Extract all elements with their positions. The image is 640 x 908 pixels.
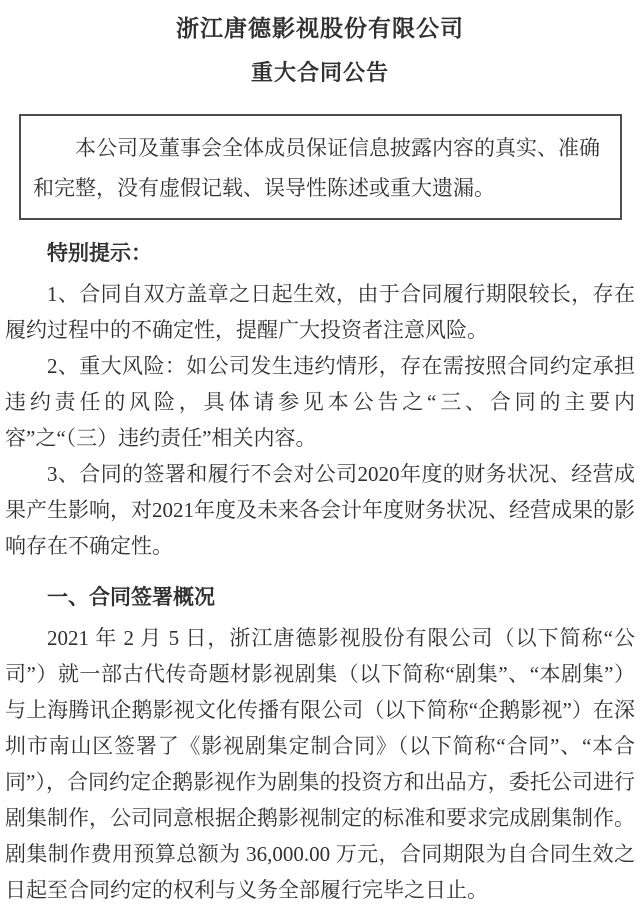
special-notice-heading: 特别提示： — [47, 241, 152, 265]
special-notice-item-2: 2、重大风险：如公司发生违约情形，存在需按照合同约定承担违约责任的风险，具体请参见本公告之“三、合同的主要内容”之“（三）违约责任”相关内容。 — [5, 354, 635, 450]
special-notice-item-3: 3、合同的签署和履行不会对公司2020年度的财务状况、经营成果产生影响，对2021年度及未来各会计年度财务状况、经营成果的影响存在不确定性。 — [5, 462, 635, 558]
contract-overview-paragraph: 2021 年 2 月 5 日，浙江唐德影视股份有限公司（以下简称“公司”）就一部古代传奇题材影视剧集（以下简称“剧集”、“本剧集”）与上海腾讯企鹅影视文化传播有限公司（以下简称“企鹅影视”）在深圳市南山区签署了《影视剧集定制合同》（以下简称“合同”、“本合同”），合同约定企鹅影视作为剧集的投资方和出品方，委托公司进行剧集制作，公司同意根据企鹅影视制定的标准和要求完成剧集制作。剧集制作费用预算总额为 36,000.00 万元，合同期限为自合同生效之日起至合同约定的权利与义务全部履行完毕之日止。 — [5, 626, 635, 902]
company-name-title: 浙江唐德影视股份有限公司 — [176, 16, 464, 41]
special-notice-item-1: 1、合同自双方盖章之日起生效，由于合同履行期限较长，存在履约过程中的不确定性，提醒广大投资者注意风险。 — [5, 282, 635, 342]
announcement-title: 重大合同公告 — [250, 60, 389, 85]
disclaimer-box — [19, 114, 622, 220]
contract-overview-heading: 一、合同签署概况 — [47, 585, 215, 609]
disclaimer-text: 本公司及董事会全体成员保证信息披露内容的真实、准确和完整，没有虚假记载、误导性陈述或重大遗漏。 — [33, 136, 600, 200]
